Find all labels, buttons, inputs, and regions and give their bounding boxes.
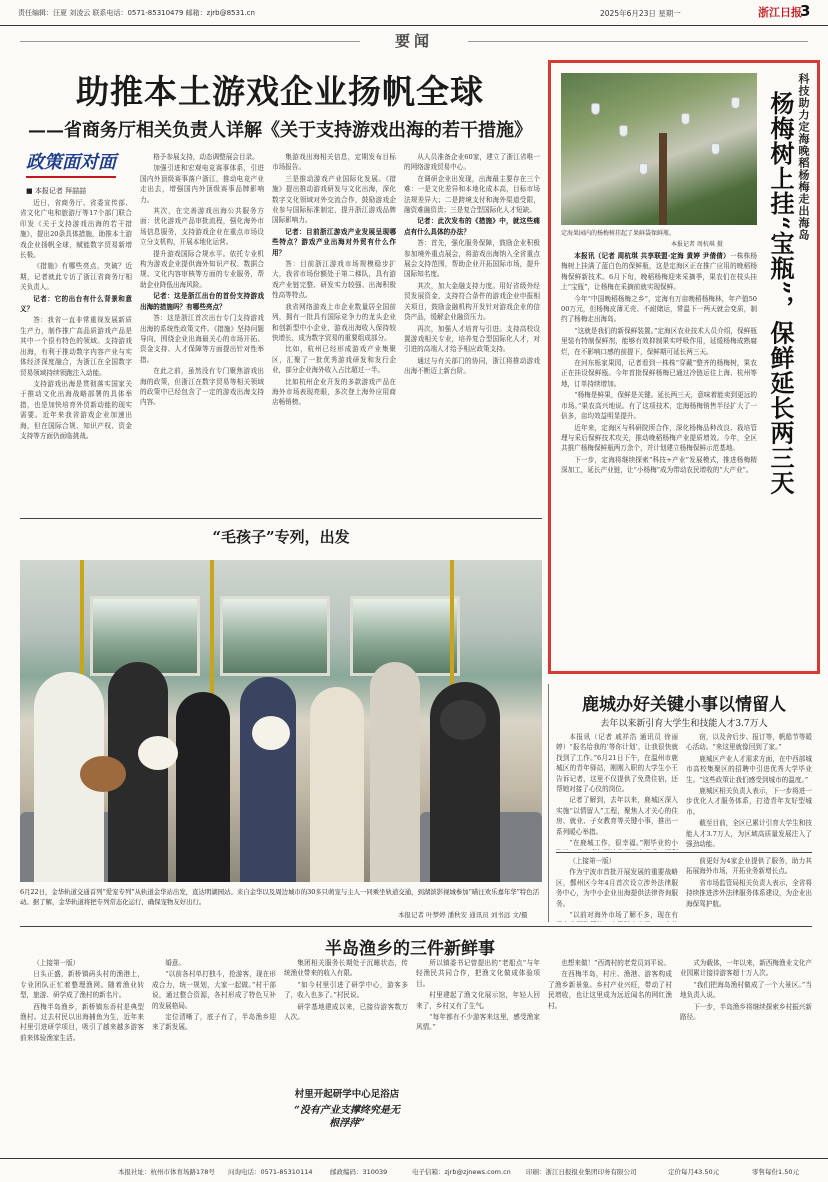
paragraph: “在鹿城工作，很幸福。”刚毕业的小 — [569, 839, 678, 848]
paragraph: 省市场监管局相关负责人表示，全省将持续推进涉外法律服务体系建设，为企业出海保驾护航。 — [686, 878, 812, 908]
masthead — [0, 0, 828, 26]
paragraph: “如今村里引进了研学中心，游客多了，收入也多了。”村民说。 — [284, 980, 408, 1000]
paragraph: 式为载体，一年以来，新西梅渔业文化产业园累计接待游客超十万人次。 — [680, 959, 812, 978]
lead-title: 助推本土游戏企业扬帆全球 — [76, 72, 484, 111]
feature-title: 杨梅树上挂“宝瓶”，保鲜延长两三天 — [766, 91, 795, 496]
paragraph: 比如杭州企业开发的多款游戏产品在海外市场表现亮眼，多次登上海外应用商店畅销榜。 — [272, 377, 396, 407]
pet-dog — [440, 700, 486, 740]
paragraph: 婚意。 — [165, 959, 185, 967]
paragraph: 答：这是浙江首次出台专门支持游戏出海的系统性政策文件。《措施》坚持问题导向，围绕企业出海最关心的市场开拓、资金支持、人才保障等方面提出针对性举措。 — [140, 314, 264, 364]
feature-photo-caption: 定海果园内的杨梅树挂起了果鲜袋保鲜瓶。 — [561, 230, 676, 237]
footer — [0, 1158, 828, 1182]
paragraph: 下一步，定海将继续探索“科技+产业”发展模式，推进杨梅精深加工，延长产业链，让“小杨梅”成为带动农民增收的“大产业”。 — [561, 455, 757, 475]
section-rule-left — [20, 41, 360, 42]
pet-dog — [252, 716, 290, 750]
paragraph: 记者了解到，去年以来，鹿城区深入实施“以情留人”工程，聚焦人才关心的住房、就业、子女教育等关键小事，推出一系列暖心举措。 — [556, 796, 678, 836]
paragraph: 集团相关服务长期处于沉睡状态，传统渔业带来的收入有限。 — [284, 959, 408, 978]
inline-subhead-quote: “没有产业支撑终究是无根浮萍” — [294, 1105, 400, 1129]
paragraph: 本报讯（记者 戚祥浩 通讯员 徐丽婷）“报名给我的‘等你计划’，让我很快就找到了工作。”6月21日下午，在温州市鹿城区的青年驿站，刚刚入职的大学生小王告诉记者，这里不仅提供了免费住宿，还帮她对接了心仪的岗位。 — [556, 733, 678, 794]
section-header — [0, 30, 828, 52]
question: 记者：这是浙江出台的首份支持游戏出海的措施吗？有哪些亮点？ — [140, 292, 264, 311]
column-logo: 政策面对面 — [26, 148, 116, 178]
paragraph: 答：首先，强化服务保障，鼓励企业积极参加境外重点展会，将游戏出海纳入全省重点展会支持范围，帮助企业开拓国际市场，提升国际知名度。 — [404, 239, 540, 279]
paragraph: 在此之前，虽然没有专门聚焦游戏出海的政策，但浙江在数字贸易等相关领域的政策中已经包含了一定的游戏出海支持内容。 — [140, 367, 264, 407]
paragraph: 再次，加强人才培育与引进。支持高校设置游戏相关专业，培养复合型国际化人才，对引进的高端人才给予相应政策支持。 — [404, 324, 540, 354]
train-caption: 6月22日，金华轨道交通首列“爱宠专列”从轨道金华站出发，直达明湖园站。来自金华以及周边城市的30多只萌宠与主人一同乘坐轨道交通，到湖滨影视城参加“喵汪欢乐嘉年华”特色活动。据了解，金华轨道将把专列常态化运行，确保宠物友好出行。 — [20, 888, 540, 906]
paragraph: （上接第一版） — [33, 959, 80, 967]
paragraph: 在河东栎家果园，记者看到一株株“穿戴”整齐的杨梅树，果农正在挂设保鲜瓶。今年首批保鲜杨梅已通过冷链运往上海、杭州等地，订单持续增加。 — [561, 359, 757, 388]
paragraph: 从人员准备企业60家，建立了浙江省唯一的网络游戏贸易中心。 — [404, 153, 540, 172]
preservation-bottle — [681, 113, 690, 125]
preservation-bottle — [731, 97, 740, 109]
bottom-column-1 — [20, 958, 144, 1154]
paragraph: 下一步，半岛渔乡将继续探索乡村振兴新路径。 — [680, 1002, 812, 1022]
paragraph: 加强引进和宏观电竞赛事体系，引进国内外顶级赛事落户浙江，推动电竞产业走出去，增强国内外顶级赛事品牌影响力。 — [140, 164, 264, 204]
paragraph: “以前各村单打独斗，抢游客，现在形成合力，统一规划，大家一起做。”村干部说，通过整合资源，各村形成了特色互补的发展格局。 — [152, 970, 276, 1010]
bottom-column-5 — [548, 958, 672, 1154]
footer-phone: 问询电话：0571-85310114 — [228, 1168, 313, 1176]
preservation-bottle — [711, 143, 720, 155]
paragraph: “每年都有不少游客来这里，感受渔家风情。” — [416, 1013, 540, 1032]
train-credit: 本报记者 叶梦婷 潘秋安 通讯员 刘书远 文/摄 — [398, 911, 528, 919]
paragraph: 在调研企业出发现，出海最主要存在三个难：一是文化差异和本地化成本高，目标市场法规差异大；二是跨境支付和海外渠道受限，融资难融资贵；三是复合型国际化人才短缺。 — [404, 174, 540, 215]
paragraph: 研学基地建成以来，已接待游客数万人次。 — [284, 1002, 408, 1022]
pet-dog — [80, 756, 126, 792]
paragraph: 今年“中国晚稻杨梅之乡”，定海有万亩晚稻杨梅林，年产值5000万元，但杨梅皮薄无壳、不耐储运，常温下一两天就会变质，制约了杨梅走出海岛。 — [561, 294, 757, 324]
paragraph: 比如，杭州已经形成游戏产业集聚区，汇聚了一批优秀游戏研发和发行企业，部分企业海外收入占比超过一半。 — [272, 345, 396, 375]
paragraph: 日头正盛，新桥镇码头村的渔港上，专业团队正忙着整理渔网。随着渔业转型，旅游、研学成了渔村的新名片。 — [20, 970, 144, 1000]
paragraph: 截至目前，全区已累计引育大学生和技能人才3.7万人，为区域高质量发展注入了强劲动能。 — [686, 819, 812, 849]
paragraph: 村里建起了渔文化展示馆，年轻人回来了，乡村又有了生气。 — [416, 991, 540, 1010]
paragraph: 答：我省一直非常重视发展新质生产力，制作推广高品质游戏产品是其中一个很有特色的领域。支持游戏出海，有利于推动数字内容产业与实体经济深度融合，为浙江在全国数字贸易领域持续领跑注入动能。 — [20, 316, 132, 377]
paragraph: 宿，以及舍后步、报订等，帆船节等暖心活动。“来这里就像回到了家。” — [686, 733, 812, 752]
right-column-3 — [556, 856, 678, 922]
feature-photo-credit: 本报记者 周杭琪 摄 — [671, 241, 723, 248]
bottom-title: 半岛渔乡的三件新鲜事 — [325, 939, 495, 959]
divider — [20, 926, 812, 927]
divider — [556, 852, 812, 853]
preservation-bottle — [639, 163, 648, 175]
divider — [20, 518, 542, 519]
paragraph: 作为宁波市首批开展发展的重要战略区，鄞州区今年4月首次设立涉外法律服务中心，为中小企业出海提供法律咨询服务。 — [556, 868, 678, 908]
bayberry-photo — [561, 73, 757, 225]
preservation-bottle — [591, 103, 600, 115]
paragraph: 格予参展支持，动态调整展会目录。 — [153, 153, 259, 161]
bottom-column-4 — [416, 958, 540, 1154]
section-rule-right — [468, 41, 808, 42]
feature-headline — [763, 73, 813, 593]
pet-train-photo — [20, 560, 542, 882]
paragraph: “我们把海岛渔村做成了一个大景区。”当地负责人说。 — [680, 980, 812, 1000]
column-divider — [548, 684, 549, 922]
pet-dog — [138, 736, 178, 770]
paragraph: 近日，省商务厅、省委宣传部、省文化广电和旅游厅等17个部门联合印发《关于支持游戏出海的若干措施》，提出20条具体措施，助推本土游戏企业扬帆全球，赋能数字贸易新增长极。 — [20, 199, 132, 260]
paragraph: 我省网络游戏上市企业数量居全国前列，拥有一批具有国际竞争力的龙头企业和创新型中小企业，游戏出海收入保持较快增长，成为数字贸易的重要组成部分。 — [272, 302, 396, 342]
page-number: 3 — [800, 2, 811, 20]
paragraph: （上接第一版） — [569, 857, 616, 865]
question: 记者：它的出台有什么背景和意义？ — [20, 294, 132, 314]
paragraph: 所以镇委书记曾提出的“老船点”与年轻渔民共同合作，把渔文化做成体验项目。 — [416, 959, 540, 988]
train-window — [220, 596, 330, 676]
paragraph: “以前对海外市场了解不多，现在有 — [569, 911, 678, 920]
paragraph: 通过与有关部门的协同，浙江将推动游戏出海不断迈上新台阶。 — [404, 356, 540, 376]
paragraph: 鹿城区产业人才需求方面，在中西部城市高校集聚区的招聘中引进优秀大学毕业生。“这些政策让我们感受到城市的温度。” — [686, 754, 812, 784]
bottom-column-6 — [680, 958, 812, 1154]
passenger — [310, 687, 364, 882]
feature-body — [561, 251, 757, 667]
right-column-4 — [686, 856, 812, 922]
train-title: “毛孩子”专列，出发 — [212, 528, 350, 546]
section-label: 要闻 — [385, 32, 443, 50]
paragraph: “杨梅是鲜果，保鲜是关键。延长两三天，意味着能卖到更远的市场。”果农高兴地说。有了这项技术，定海杨梅销售半径扩大了一倍多，亩均效益明显提升。 — [561, 391, 757, 421]
paragraph: 前更好为4家企业提供了服务，助力其拓展海外市场，开拓业务新增长点。 — [686, 857, 812, 876]
lead-column-1 — [20, 198, 132, 516]
tree-trunk — [659, 133, 667, 225]
bottom-column-3 — [284, 958, 408, 1082]
right-column-2 — [686, 732, 812, 850]
paragraph: 提升游戏国际合规水平。依托专业机构为游戏企业提供海外知识产权、数据合规、文化内容审核等方面的专业服务，帮助企业降低出海风险。 — [140, 249, 264, 289]
passenger — [370, 662, 420, 882]
right-column-1 — [556, 732, 678, 850]
paragraph: 《措施》有哪些亮点，突破？近期，记者就此专访了浙江省商务厅相关负责人。 — [20, 262, 132, 292]
paragraph: 西梅半岛渔乡，新桥镇东岙村是典型渔村。过去村民以出海捕鱼为生，近年来村里引进研学项目，吸引了越来越多游客前来体验渔家生活。 — [20, 1002, 144, 1042]
paragraph: 一株株杨梅树上挂满了蓝白色的保鲜瓶，这是定海区正在推广应用的晚稻杨梅保鲜新技术。6月下旬，晚稻杨梅迎来采摘季，果农们在枝头挂上“宝瓶”，让杨梅在采摘前就实现保鲜。 — [561, 252, 757, 292]
feature-kicker: 科技助力定海晚稻杨梅走出海岛 — [797, 73, 810, 241]
paragraph: “这就是我们的新保鲜装置。”定海区农业技术人员介绍，保鲜瓶里装有特制保鲜剂，能够有效抑制果实呼吸作用，延缓杨梅成熟腐烂，在不影响口感的前提下，保鲜期可延长两三天。 — [561, 326, 757, 356]
lead-subtitle: ——省商务厅相关负责人详解《关于支持游戏出海的若干措施》 — [28, 120, 532, 141]
question: 记者：目前浙江游戏产业发展呈现哪些特点？游戏产业出海对外贸有什么作用？ — [272, 227, 396, 257]
footer-retail: 零售每份1.50元 — [752, 1168, 799, 1176]
paragraph: 其次，加大金融支持力度。用好省级外经贸发展资金，支持符合条件的游戏企业申报相关项目，鼓励金融机构开发针对游戏企业的信贷产品，缓解企业融资压力。 — [404, 281, 540, 322]
bottom-column-2 — [152, 958, 276, 1154]
paragraph: 其次，在完善游戏出海公共服务方面：优化游戏产品审批流程，强化海外市场信息服务，支持游戏企业在重点市场设立分支机构，开展本地化运营。 — [140, 207, 264, 247]
paragraph: 在西梅半岛，村庄、渔港、游客构成了渔乡新景象。乡村产业兴旺，带动了村民增收，也让这里成为远近闻名的网红渔村。 — [548, 970, 672, 1010]
paper-name: 浙江日报 — [758, 6, 802, 19]
feature-box — [548, 60, 820, 674]
paragraph: 三是推动游戏产业国际化发展。《措施》提出推动游戏研发与文化出海，深化数字文化领域对外交流合作，鼓励游戏企业参与国际标准制定，提升浙江游戏品牌国际影响力。 — [272, 174, 396, 225]
paragraph: 也想来做！”西湾村的老党员刘平说。 — [561, 959, 671, 967]
footer-postcode: 邮政编码：310039 — [330, 1168, 388, 1176]
passenger — [176, 692, 230, 882]
lead-column-3 — [272, 152, 396, 516]
inline-subhead-title: 村里开起研学中心足浴店 — [294, 1089, 400, 1100]
paragraph: 答：目前浙江游戏市场规模稳步扩大，我省市场份额处于第二梯队，具有游戏产业链完整、研发实力较强、出海积极性高等特点。 — [272, 260, 396, 300]
masthead-editors: 责任编辑：汪夏 刘凌云 联系电话：0571-85310479 邮箱：zjrb@8531.cn — [18, 9, 255, 17]
paragraph: 支持游戏出海是贯彻落实国家关于推动文化出海战略部署的具体举措，也是加快培育外贸新动能的现实需要。近年来我省游戏企业加速出海，但在国际合规、知识产权、资金支持等方面仍面临挑战。 — [20, 379, 132, 440]
lead-column-4 — [404, 152, 540, 516]
right-title: 鹿城办好关键小事以情留人 — [582, 695, 786, 715]
paragraph: 集游戏出海相关信息，定期发布目标市场报告。 — [272, 153, 396, 172]
paragraph: 近年来，定海区与科研院所合作，深化杨梅品种改良、栽培管理与采后保鲜技术攻关，推动晚稻杨梅产业提质增效。今年，全区共推广杨梅保鲜瓶两万余个，并计划建立杨梅保鲜示范基地。 — [561, 423, 757, 453]
footer-address: 本报社址：杭州市体育场路178号 — [118, 1168, 215, 1176]
passenger — [240, 677, 296, 882]
footer-printer: 印刷：浙江日报报业集团印务有限公司 — [526, 1168, 637, 1176]
question: 记者：此次发布的《措施》中，就这些痛点有什么具体的办法？ — [404, 217, 540, 236]
footer-price: 定价每月43.50元 — [668, 1168, 720, 1176]
masthead-date: 2025年6月23日 星期一 — [600, 9, 681, 18]
inline-subhead — [292, 1086, 402, 1130]
lead-reporter: ■ 本报记者 拜喆喆 — [26, 187, 87, 195]
paragraph: 定位清晰了，底子有了，半岛渔乡迎来了新发展。 — [152, 1013, 276, 1032]
lead-column-2 — [140, 152, 264, 516]
paragraph: 鹿城区相关负责人表示，下一步将进一步优化人才服务体系，打造青年友好型城市。 — [686, 787, 812, 816]
footer-email: 电子信箱：zjrb@zjnews.com.cn — [412, 1168, 511, 1176]
feature-reporter: 本报讯（记者 周杭琪 共享联盟·定海 黄婷 尹倩倩） — [574, 252, 730, 260]
right-subtitle: 去年以来新引育大学生和技能人才3.7万人 — [600, 719, 768, 729]
preservation-bottle — [619, 125, 628, 137]
